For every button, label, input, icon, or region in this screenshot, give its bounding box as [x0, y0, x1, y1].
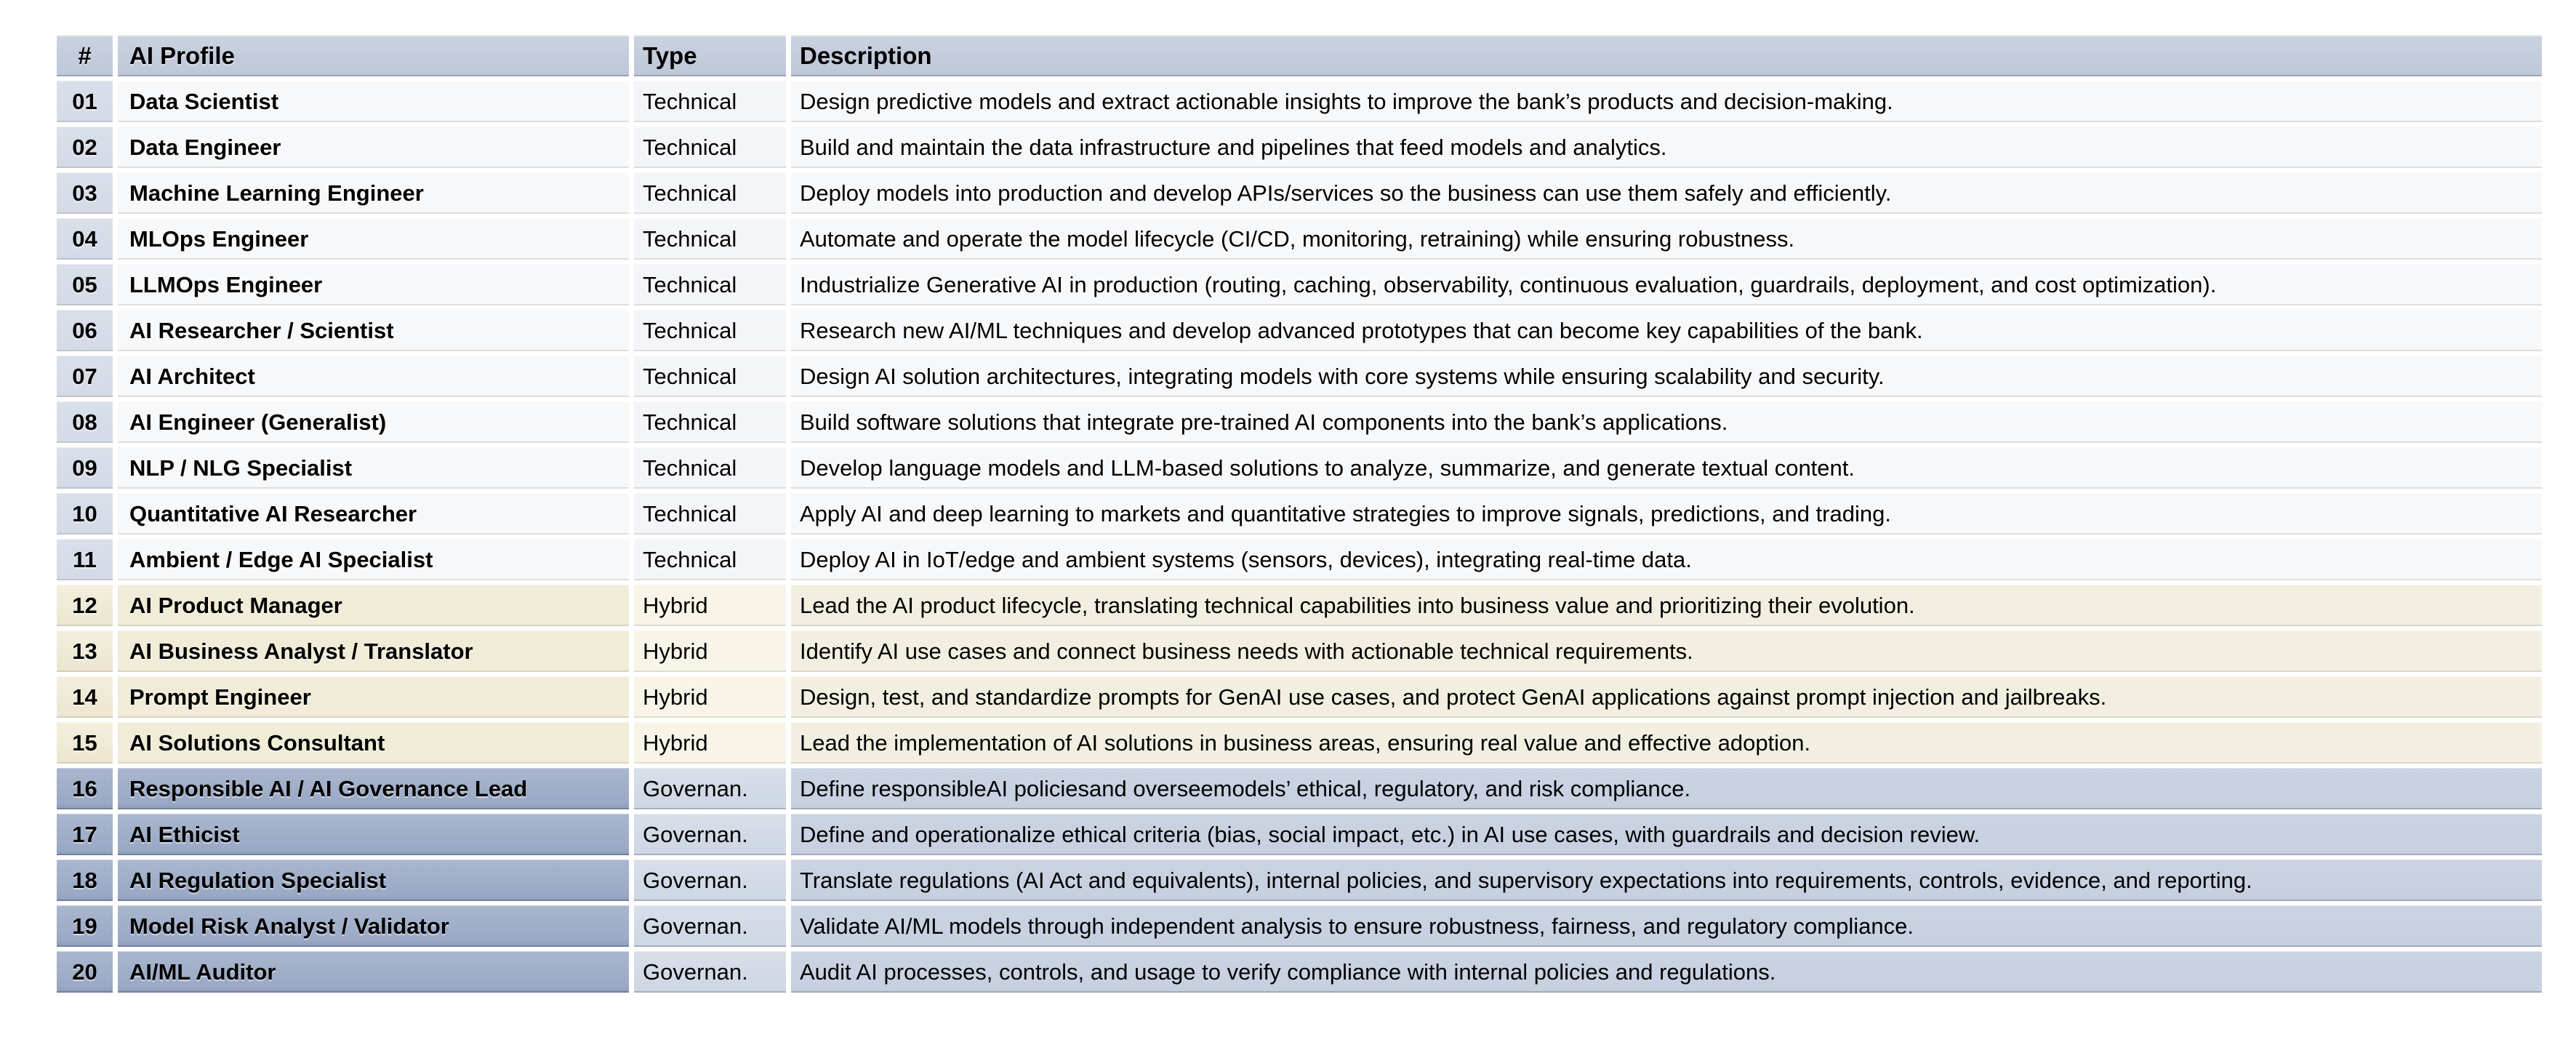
- profile-cell: AI Product Manager: [118, 585, 629, 626]
- type-cell: Technical: [634, 218, 786, 260]
- type-cell: Governan.: [634, 768, 786, 809]
- profile-cell: AI Researcher / Scientist: [118, 310, 629, 351]
- description-cell: Define and operationalize ethical criteria (bias, social impact, etc.) in AI use cases, with guardrails and decision review.: [791, 814, 2542, 855]
- profile-cell: Machine Learning Engineer: [118, 172, 629, 214]
- type-cell: Governan.: [634, 905, 786, 947]
- description-cell: Audit AI processes, controls, and usage to verify compliance with internal policies and regulations.: [791, 951, 2542, 993]
- profile-cell: Quantitative AI Researcher: [118, 493, 629, 534]
- type-cell: Technical: [634, 264, 786, 305]
- table-row: [57, 905, 2542, 947]
- description-cell: Develop language models and LLM-based solutions to analyze, summarize, and generate textual content.: [791, 447, 2542, 489]
- profile-cell: AI Engineer (Generalist): [118, 401, 629, 443]
- type-cell: Technical: [634, 310, 786, 351]
- description-cell: Design, test, and standardize prompts for GenAI use cases, and protect GenAI applications against prompt injection and jailbreaks.: [791, 676, 2542, 718]
- profile-cell: AI Business Analyst / Translator: [118, 630, 629, 672]
- profile-cell: Data Scientist: [118, 81, 629, 122]
- description-cell: Build software solutions that integrate pre-trained AI components into the bank’s applications.: [791, 401, 2542, 443]
- row-number-cell: 12: [57, 585, 113, 626]
- type-cell: Technical: [634, 127, 786, 168]
- row-number-cell: 02: [57, 127, 113, 168]
- profile-cell: LLMOps Engineer: [118, 264, 629, 305]
- row-number-cell: 16: [57, 768, 113, 809]
- type-cell: Technical: [634, 539, 786, 580]
- table-row: [57, 264, 2542, 305]
- table-row: [57, 860, 2542, 901]
- profile-cell: MLOps Engineer: [118, 218, 629, 260]
- table-row: [57, 310, 2542, 351]
- description-cell: Apply AI and deep learning to markets and quantitative strategies to improve signals, predictions, and trading.: [791, 493, 2542, 534]
- profile-cell: Responsible AI / AI Governance Lead: [118, 768, 629, 809]
- row-number-cell: 08: [57, 401, 113, 443]
- table-header-row: [57, 35, 2542, 76]
- description-cell: Identify AI use cases and connect business needs with actionable technical requirements.: [791, 630, 2542, 672]
- table-row: [57, 539, 2542, 580]
- profile-cell: Ambient / Edge AI Specialist: [118, 539, 629, 580]
- col-header-type: Type: [634, 35, 786, 76]
- profile-cell: AI Solutions Consultant: [118, 722, 629, 764]
- description-cell: Define responsibleAI policiesand overseemodels’ ethical, regulatory, and risk compliance.: [791, 768, 2542, 809]
- col-header-ai-profile: AI Profile: [118, 35, 629, 76]
- row-number-cell: 17: [57, 814, 113, 855]
- profile-cell: AI Ethicist: [118, 814, 629, 855]
- profile-cell: AI Regulation Specialist: [118, 860, 629, 901]
- type-cell: Governan.: [634, 860, 786, 901]
- row-number-cell: 09: [57, 447, 113, 489]
- row-number-cell: 13: [57, 630, 113, 672]
- col-header-description: Description: [791, 35, 2542, 76]
- table-row: [57, 356, 2542, 397]
- type-cell: Technical: [634, 447, 786, 489]
- table-row: [57, 447, 2542, 489]
- row-number-cell: 18: [57, 860, 113, 901]
- table-row: [57, 401, 2542, 443]
- row-number-cell: 07: [57, 356, 113, 397]
- col-header-number: #: [57, 35, 113, 76]
- description-cell: Industrialize Generative AI in production (routing, caching, observability, continuous evaluation, guardrails, deployment, and cost optimization).: [791, 264, 2542, 305]
- row-number-cell: 15: [57, 722, 113, 764]
- table-row: [57, 951, 2542, 993]
- row-number-cell: 11: [57, 539, 113, 580]
- description-cell: Design predictive models and extract actionable insights to improve the bank’s products and decision-making.: [791, 81, 2542, 122]
- ai-profiles-table: [57, 35, 2542, 997]
- row-number-cell: 10: [57, 493, 113, 534]
- profile-cell: Data Engineer: [118, 127, 629, 168]
- type-cell: Technical: [634, 356, 786, 397]
- row-number-cell: 03: [57, 172, 113, 214]
- row-number-cell: 05: [57, 264, 113, 305]
- description-cell: Deploy AI in IoT/edge and ambient systems (sensors, devices), integrating real-time data.: [791, 539, 2542, 580]
- type-cell: Governan.: [634, 951, 786, 993]
- type-cell: Technical: [634, 493, 786, 534]
- row-number-cell: 14: [57, 676, 113, 718]
- description-cell: Deploy models into production and develop APIs/services so the business can use them safely and efficiently.: [791, 172, 2542, 214]
- type-cell: Hybrid: [634, 630, 786, 672]
- table-row: [57, 218, 2542, 260]
- description-cell: Automate and operate the model lifecycle (CI/CD, monitoring, retraining) while ensuring robustness.: [791, 218, 2542, 260]
- description-cell: Build and maintain the data infrastructure and pipelines that feed models and analytics.: [791, 127, 2542, 168]
- profile-cell: AI/ML Auditor: [118, 951, 629, 993]
- description-cell: Lead the implementation of AI solutions in business areas, ensuring real value and effective adoption.: [791, 722, 2542, 764]
- row-number-cell: 04: [57, 218, 113, 260]
- description-cell: Lead the AI product lifecycle, translating technical capabilities into business value and prioritizing their evolution.: [791, 585, 2542, 626]
- row-number-cell: 19: [57, 905, 113, 947]
- profile-cell: AI Architect: [118, 356, 629, 397]
- table-row: [57, 127, 2542, 168]
- table-body: [57, 81, 2542, 993]
- description-cell: Translate regulations (AI Act and equivalents), internal policies, and supervisory expectations into requirements, controls, evidence, and reporting.: [791, 860, 2542, 901]
- type-cell: Technical: [634, 81, 786, 122]
- table-row: [57, 493, 2542, 534]
- type-cell: Hybrid: [634, 585, 786, 626]
- row-number-cell: 01: [57, 81, 113, 122]
- table-row: [57, 814, 2542, 855]
- table-row: [57, 676, 2542, 718]
- type-cell: Technical: [634, 172, 786, 214]
- profile-cell: Prompt Engineer: [118, 676, 629, 718]
- description-cell: Research new AI/ML techniques and develop advanced prototypes that can become key capabilities of the bank.: [791, 310, 2542, 351]
- table-row: [57, 172, 2542, 214]
- type-cell: Governan.: [634, 814, 786, 855]
- profile-cell: NLP / NLG Specialist: [118, 447, 629, 489]
- profile-cell: Model Risk Analyst / Validator: [118, 905, 629, 947]
- table-row: [57, 768, 2542, 809]
- type-cell: Hybrid: [634, 676, 786, 718]
- type-cell: Hybrid: [634, 722, 786, 764]
- table-row: [57, 722, 2542, 764]
- description-cell: Design AI solution architectures, integrating models with core systems while ensuring scalability and security.: [791, 356, 2542, 397]
- type-cell: Technical: [634, 401, 786, 443]
- row-number-cell: 20: [57, 951, 113, 993]
- row-number-cell: 06: [57, 310, 113, 351]
- table-row: [57, 585, 2542, 626]
- table-row: [57, 630, 2542, 672]
- description-cell: Validate AI/ML models through independent analysis to ensure robustness, fairness, and regulatory compliance.: [791, 905, 2542, 947]
- table-row: [57, 81, 2542, 122]
